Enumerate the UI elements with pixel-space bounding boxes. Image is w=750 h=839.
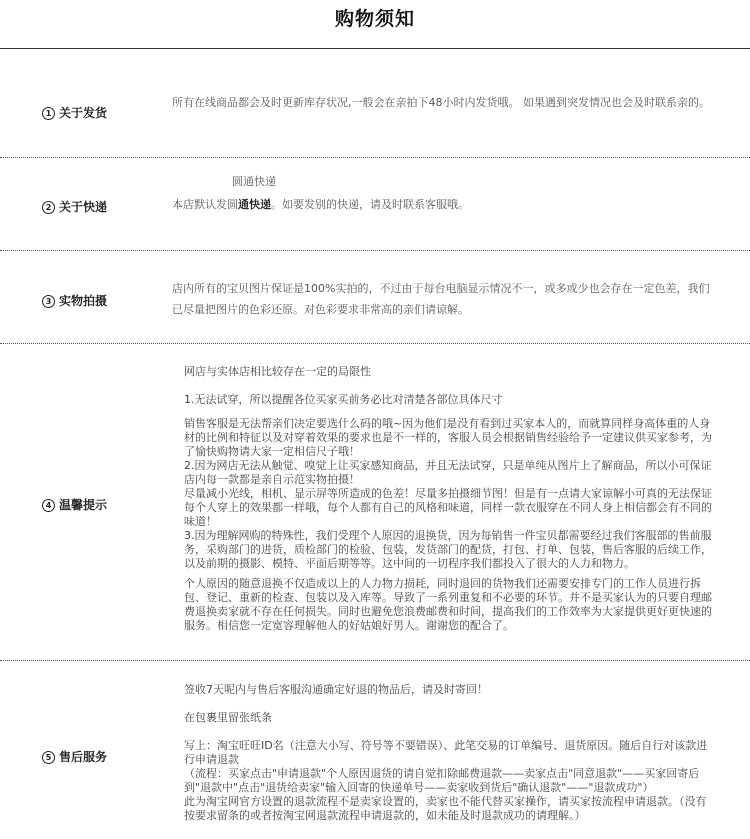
number-badge: 2: [42, 201, 55, 214]
number-badge: 3: [42, 295, 55, 308]
divider: [0, 660, 750, 661]
courier-text-bold: 通快递: [238, 198, 271, 211]
section-title: 实物拍摄: [59, 294, 108, 308]
page-title: 购物须知: [334, 8, 415, 30]
tips-point-1-body: 销售客服是无法帮亲们决定要选什么码的哦~因为他们是没有看到过买家本人的，而就算同样身高体重的人身材的比例和特征以及对穿着效果的要求也是不一样的，客服人员会根据销售经验给予一定建议供买家参考，为了愉快购物请大家一定相信尺子哦！: [184, 417, 712, 458]
courier-text: [172, 194, 732, 215]
aftersales-p5: 此为淘宝网官方设置的退款流程不是卖家设置的，卖家也不能代替买家操作，请买家按流程申请退款。（没有按要求留条的或者按淘宝网退款流程申请退款的，如未能及时退款成功的请理解。）: [184, 795, 707, 822]
aftersales-p3: 写上：淘宝旺旺ID名（注意大小写、符号等不要错误）、此笔交易的订单编号、退货原因。随后自行对该款进行申请退款: [184, 739, 708, 766]
courier-name: 圆通快递: [232, 175, 276, 188]
divider: [0, 250, 750, 251]
tips-intro: 网店与实体店相比较存在一定的局限性: [184, 365, 371, 378]
tips-point-3: 3.因为理解网购的特殊性，我们受理个人原因的退换货，因为每销售一件宝贝都需要经过我们客服部的售前服务，采购部门的进货，质检部门的检验、包装，发货部门的配货，打包、打单、包装，售后客服的后续工作，以及前期的摄影、模特、平面后期等等。这中间的一切程序我们都投入了很大的人力和物力。: [184, 529, 712, 570]
section-label-aftersales: [42, 748, 107, 765]
tips-point-1-head: 1.无法试穿，所以提醒各位买家买前务必比对清楚各部位具体尺寸: [184, 393, 503, 406]
section-label-courier: [42, 198, 107, 215]
courier-text-start: 本店默认发圆: [172, 198, 238, 211]
tips-point-4: 个人原因的随意退换不仅造成以上的人力物力损耗，同时退回的货物我们还需要安排专门的工作人员进行拆包、登记、重新的检查、包装以及入库等。导致了一系列重复和不必要的环节。并不是买家认为的只要自理邮费退换卖家就不存在任何损失。同时也避免您浪费邮费和时间，提高我们的工作效率为大家提供更好更快速的服务。相信您一定宽容理解他人的好姑娘好男人。谢谢您的配合了。: [184, 577, 712, 632]
section-title: 关于发货: [59, 106, 108, 120]
section-title: 关于快递: [59, 200, 108, 214]
tips-point-2: 2.因为网店无法从触觉、嗅觉上让买家感知商品，并且无法试穿，只是单纯从图片上了解商品，所以小可保证店内每一款都是亲自示范实物拍摄！: [184, 459, 712, 486]
number-badge: 1: [42, 107, 55, 120]
title-divider: [0, 48, 750, 49]
number-badge: 5: [42, 751, 55, 764]
aftersales-p4: （流程：买家点击"申请退款"个人原因退货的请自觉扣除邮费退款——卖家点击"同意退款"——买家回寄后到"退款中"点击"退货给卖家"输入回寄的快递单号——卖家收到货后"确认退款"——"退款成功"）: [184, 767, 700, 794]
section-label-tips: [42, 496, 107, 513]
aftersales-p1: 签收7天呢内与售后客服沟通确定好退的物品后，请及时寄回！: [184, 683, 488, 696]
courier-text-end: 。如要发别的快递，请及时联系客服哦。: [271, 198, 469, 211]
number-badge: 4: [42, 499, 55, 512]
photos-text: 店内所有的宝贝图片保证是100%实拍的，不过由于每台电脑显示情况不一，或多或少也会存在一定色差，我们已尽量把图片的色彩还原。对色彩要求非常高的亲们请谅解。: [172, 282, 710, 316]
divider: [0, 343, 750, 344]
aftersales-p2: 在包裹里留张纸条: [184, 711, 272, 724]
tips-content: [184, 365, 716, 633]
shipping-text: 所有在线商品都会及时更新库存状况,一般会在亲拍下48小时内发货哦。 如果遇到突发情况也会及时联系亲的。: [172, 96, 710, 109]
section-title: 温馨提示: [59, 498, 108, 512]
divider: [0, 157, 750, 158]
section-label-photos: [42, 292, 107, 309]
section-title: 售后服务: [59, 750, 108, 764]
section-label-shipping: [42, 104, 107, 121]
tips-point-2-more: 尽量减小光线，相机、显示屏等所造成的色差！尽量多拍摄细节图！但是有一点请大家谅解小可真的无法保证每个人穿上的效果都一样哦，每个人都有自己的风格和味道，同样一款衣服穿在不同人身上相信都会有不同的味道！: [184, 487, 712, 528]
aftersales-content: [184, 683, 716, 823]
